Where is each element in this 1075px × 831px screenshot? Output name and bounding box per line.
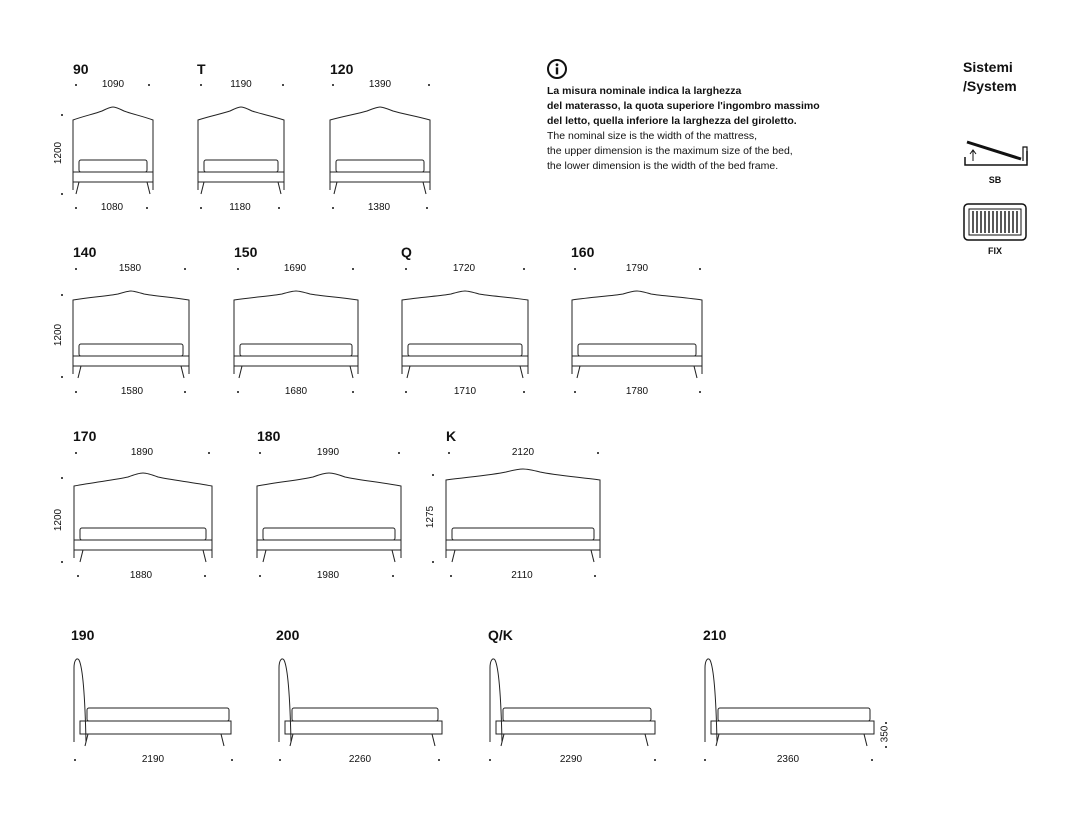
height-dimension: 1275 xyxy=(425,505,437,529)
top-dimension: 1690 xyxy=(283,263,307,274)
size-label-qk: Q/K xyxy=(488,627,513,643)
bed-side-view-210 xyxy=(702,656,878,748)
size-label-170: 170 xyxy=(73,428,97,444)
height-dimension: 1200 xyxy=(53,141,65,165)
bed-front-view-k xyxy=(445,468,601,564)
size-label-200: 200 xyxy=(276,627,300,643)
bed-side-view-200 xyxy=(276,656,446,748)
length-dimension: 2260 xyxy=(348,754,372,765)
bed-side-view-190 xyxy=(71,656,235,748)
systems-title: Sistemi /System xyxy=(963,59,1017,94)
top-dimension: 1580 xyxy=(118,263,142,274)
length-dimension: 2190 xyxy=(141,754,165,765)
top-dimension: 1390 xyxy=(368,79,392,90)
bottom-dimension: 1880 xyxy=(129,570,153,581)
bed-front-view-120 xyxy=(329,106,431,196)
bottom-dimension: 1080 xyxy=(100,202,124,213)
top-dimension: 1890 xyxy=(130,447,154,458)
size-label-k: K xyxy=(446,428,457,444)
size-label-210: 210 xyxy=(703,627,727,643)
info-english-line: the lower dimension is the width of the bed frame. xyxy=(547,160,779,172)
size-label-140: 140 xyxy=(73,244,97,260)
bed-front-view-t xyxy=(197,106,285,196)
bed-front-view-90 xyxy=(72,106,154,196)
bottom-dimension: 1780 xyxy=(625,386,649,397)
bottom-dimension: 1380 xyxy=(367,202,391,213)
length-dimension: 2360 xyxy=(776,754,800,765)
size-label-190: 190 xyxy=(71,627,95,643)
bed-front-view-160 xyxy=(571,290,703,380)
system-label-fix: FIX xyxy=(987,246,1002,256)
size-label-150: 150 xyxy=(234,244,258,260)
top-dimension: 1720 xyxy=(452,263,476,274)
size-label-q: Q xyxy=(401,244,412,260)
height-dimension: 350 xyxy=(879,725,891,743)
fixed-slats-icon xyxy=(963,203,1027,241)
bottom-dimension: 1710 xyxy=(453,386,477,397)
bottom-dimension: 1180 xyxy=(229,202,251,213)
bottom-dimension: 1980 xyxy=(316,570,340,581)
height-dimension: 1200 xyxy=(53,508,65,532)
top-dimension: 1790 xyxy=(625,263,649,274)
storage-bed-icon xyxy=(963,137,1029,173)
info-text xyxy=(547,84,867,174)
size-label-180: 180 xyxy=(257,428,281,444)
size-label-t: T xyxy=(197,61,206,77)
height-dimension: 1200 xyxy=(53,323,65,347)
info-italian-line: del letto, quella inferiore la larghezza del giroletto. xyxy=(547,115,797,127)
bed-front-view-140 xyxy=(72,290,190,380)
bed-front-view-150 xyxy=(233,290,359,380)
info-icon xyxy=(547,59,567,79)
bottom-dimension: 1680 xyxy=(284,386,308,397)
size-label-120: 120 xyxy=(330,61,354,77)
top-dimension: 1190 xyxy=(230,79,252,90)
info-italian-line: del materasso, la quota superiore l'ingombro massimo xyxy=(547,100,820,112)
top-dimension: 1990 xyxy=(316,447,340,458)
system-label-sb: SB xyxy=(988,175,1002,185)
top-dimension: 2120 xyxy=(511,447,535,458)
bed-front-view-180 xyxy=(256,472,402,564)
bed-front-view-170 xyxy=(73,472,213,564)
bottom-dimension: 1580 xyxy=(120,386,144,397)
size-label-160: 160 xyxy=(571,244,595,260)
size-label-90: 90 xyxy=(73,61,89,77)
info-english-line: the upper dimension is the maximum size of the bed, xyxy=(547,145,793,157)
top-dimension: 1090 xyxy=(101,79,125,90)
bottom-dimension: 2110 xyxy=(511,570,533,581)
info-english-line: The nominal size is the width of the mattress, xyxy=(547,130,758,142)
length-dimension: 2290 xyxy=(559,754,583,765)
info-italian-line: La misura nominale indica la larghezza xyxy=(547,85,742,97)
bed-front-view-q xyxy=(401,290,529,380)
bed-side-view-qk xyxy=(487,656,659,748)
